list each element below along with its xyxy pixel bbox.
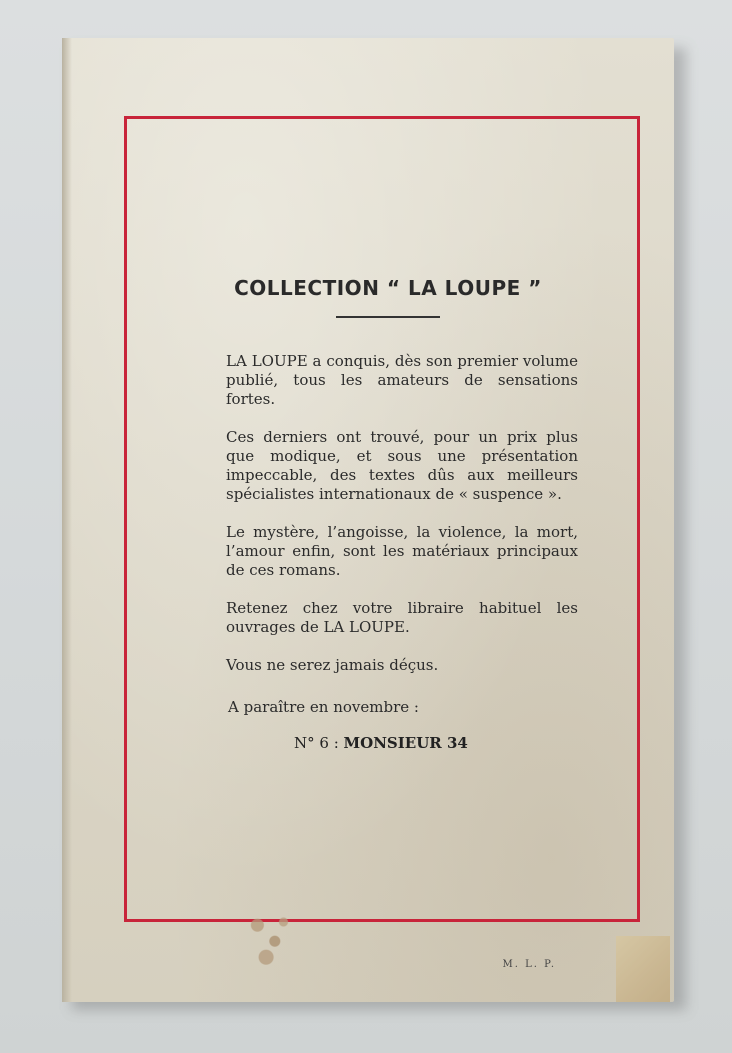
spine-edge — [62, 38, 72, 1002]
title-underline — [336, 316, 440, 318]
next-issue — [294, 734, 468, 752]
blurb-text — [226, 352, 578, 694]
publisher-mark: M. L. P. — [502, 959, 556, 970]
corner-stain — [616, 936, 670, 1002]
paragraph-2: Ces derniers ont trouvé, pour un prix plus que modique, et sous une présentation impeccable, des textes dûs aux meilleurs spécialistes internationaux de « suspence ». — [226, 428, 578, 503]
foxing-stain — [240, 906, 298, 970]
next-issue-title: MONSIEUR 34 — [343, 734, 468, 752]
paragraph-4: Retenez chez votre libraire habituel les ouvrages de LA LOUPE. — [226, 599, 578, 636]
collection-title: COLLECTION “ LA LOUPE ” — [234, 276, 542, 300]
paragraph-3: Le mystère, l’angoisse, la violence, la mort, l’amour enfin, sont les matériaux principaux de ces romans. — [226, 523, 578, 579]
paragraph-1: LA LOUPE a conquis, dès son premier volume publié, tous les amateurs de sensations fortes. — [226, 352, 578, 408]
next-issue-number: N° 6 : — [294, 734, 339, 752]
announcement-label: A paraître en novembre : — [228, 698, 419, 716]
book-back-cover — [62, 38, 674, 1002]
paragraph-5: Vous ne serez jamais déçus. — [226, 656, 439, 674]
